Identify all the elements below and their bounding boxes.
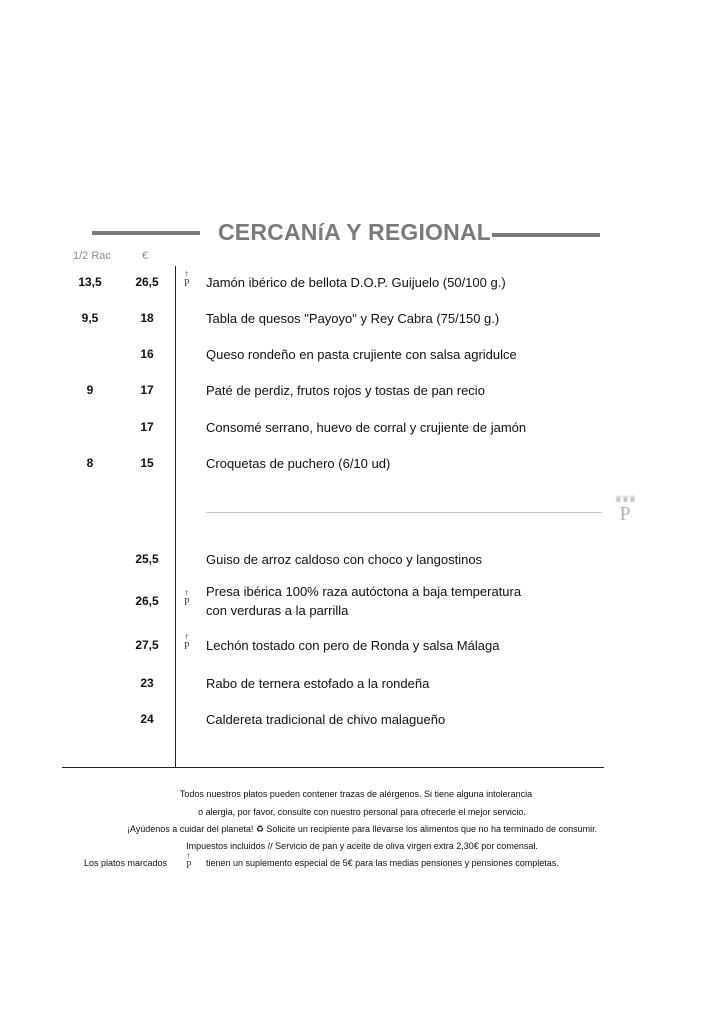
premium-icon: † P bbox=[184, 641, 190, 652]
planet-note: ¡Ayúdenos a cuidar del planeta! ♻ Solicite un recipiente para llevarse los alimentos que no ha terminado de consumir. bbox=[126, 824, 598, 834]
allergen-note: Todos nuestros platos pueden contener trazas de alérgenos. Si tiene alguna intolerancia bbox=[179, 789, 533, 799]
menu-item bbox=[0, 275, 724, 295]
dish-name: Presa ibérica 100% raza autóctona a baja temperatura bbox=[206, 584, 522, 599]
crown-icon: ♛♛♛ bbox=[614, 494, 636, 504]
dish-name: Croquetas de puchero (6/10 ud) bbox=[206, 456, 391, 471]
half-price: 9,5 bbox=[81, 311, 99, 325]
full-price: 25,5 bbox=[135, 552, 159, 566]
menu-item bbox=[0, 552, 724, 572]
full-price: 23 bbox=[140, 676, 154, 690]
full-price: 26,5 bbox=[135, 594, 159, 608]
menu-item bbox=[0, 584, 724, 622]
section-title: CERCANíA Y REGIONAL bbox=[218, 219, 492, 245]
full-price: 26,5 bbox=[135, 275, 159, 289]
menu-item bbox=[0, 347, 724, 367]
supplement-note-end: tienen un suplemento especial de 5€ para las medias pensiones y pensiones completas. bbox=[206, 858, 559, 868]
dish-name: Caldereta tradicional de chivo malagueño bbox=[206, 712, 446, 727]
full-price: 16 bbox=[140, 347, 154, 361]
full-price: 27,5 bbox=[135, 638, 159, 652]
premium-icon: † P bbox=[186, 860, 192, 871]
menu-item bbox=[0, 712, 724, 732]
dish-name: Lechón tostado con pero de Ronda y salsa Málaga bbox=[206, 638, 500, 653]
premium-crown-logo: ♛♛♛ P bbox=[612, 495, 638, 524]
full-price: 18 bbox=[140, 311, 154, 325]
full-price: 24 bbox=[140, 712, 154, 726]
full-price: 15 bbox=[140, 456, 154, 470]
menu-item bbox=[0, 676, 724, 696]
supplement-note bbox=[84, 858, 167, 868]
dish-name: Guiso de arroz caldoso con choco y langostinos bbox=[206, 552, 483, 567]
dish-name: Tabla de quesos "Payoyo" y Rey Cabra (75/150 g.) bbox=[206, 311, 500, 326]
dish-name: Paté de perdiz, frutos rojos y tostas de pan recio bbox=[206, 383, 485, 398]
menu-item bbox=[0, 420, 724, 440]
dish-name: Queso rondeño en pasta crujiente con salsa agridulce bbox=[206, 347, 517, 362]
section-separator bbox=[206, 512, 602, 513]
full-price: 17 bbox=[140, 420, 154, 434]
menu-item bbox=[0, 311, 724, 331]
premium-icon: † P bbox=[184, 597, 190, 608]
bottom-divider bbox=[62, 767, 604, 768]
taxes-note: Impuestos incluidos // Servicio de pan y aceite de oliva virgen extra 2,30€ por comensal. bbox=[186, 841, 538, 851]
dish-name: Consomé serrano, huevo de corral y crujiente de jamón bbox=[206, 420, 527, 435]
half-price: 9 bbox=[86, 383, 94, 397]
price-header: € bbox=[142, 250, 149, 262]
allergen-note-continued: o alergia, por favor, consulte con nuestro personal para ofrecerle el mejor servicio. bbox=[198, 807, 526, 817]
half-price: 13,5 bbox=[78, 275, 102, 289]
dish-name-continued: con verduras a la parrilla bbox=[206, 603, 349, 618]
premium-icon: † P bbox=[184, 278, 190, 289]
dish-name: Jamón ibérico de bellota D.O.P. Guijuelo (50/100 g.) bbox=[206, 275, 506, 290]
half-portion-header: 1/2 Rac bbox=[73, 250, 111, 262]
full-price: 17 bbox=[140, 383, 154, 397]
title-left-bar bbox=[92, 231, 200, 235]
supplement-note-start: Los platos marcados bbox=[84, 858, 168, 868]
dish-name: Rabo de ternera estofado a la rondeña bbox=[206, 676, 430, 691]
menu-item bbox=[0, 383, 724, 403]
title-right-bar bbox=[492, 233, 600, 237]
menu-item bbox=[0, 456, 724, 476]
menu-item bbox=[0, 638, 724, 658]
half-price: 8 bbox=[86, 456, 94, 470]
